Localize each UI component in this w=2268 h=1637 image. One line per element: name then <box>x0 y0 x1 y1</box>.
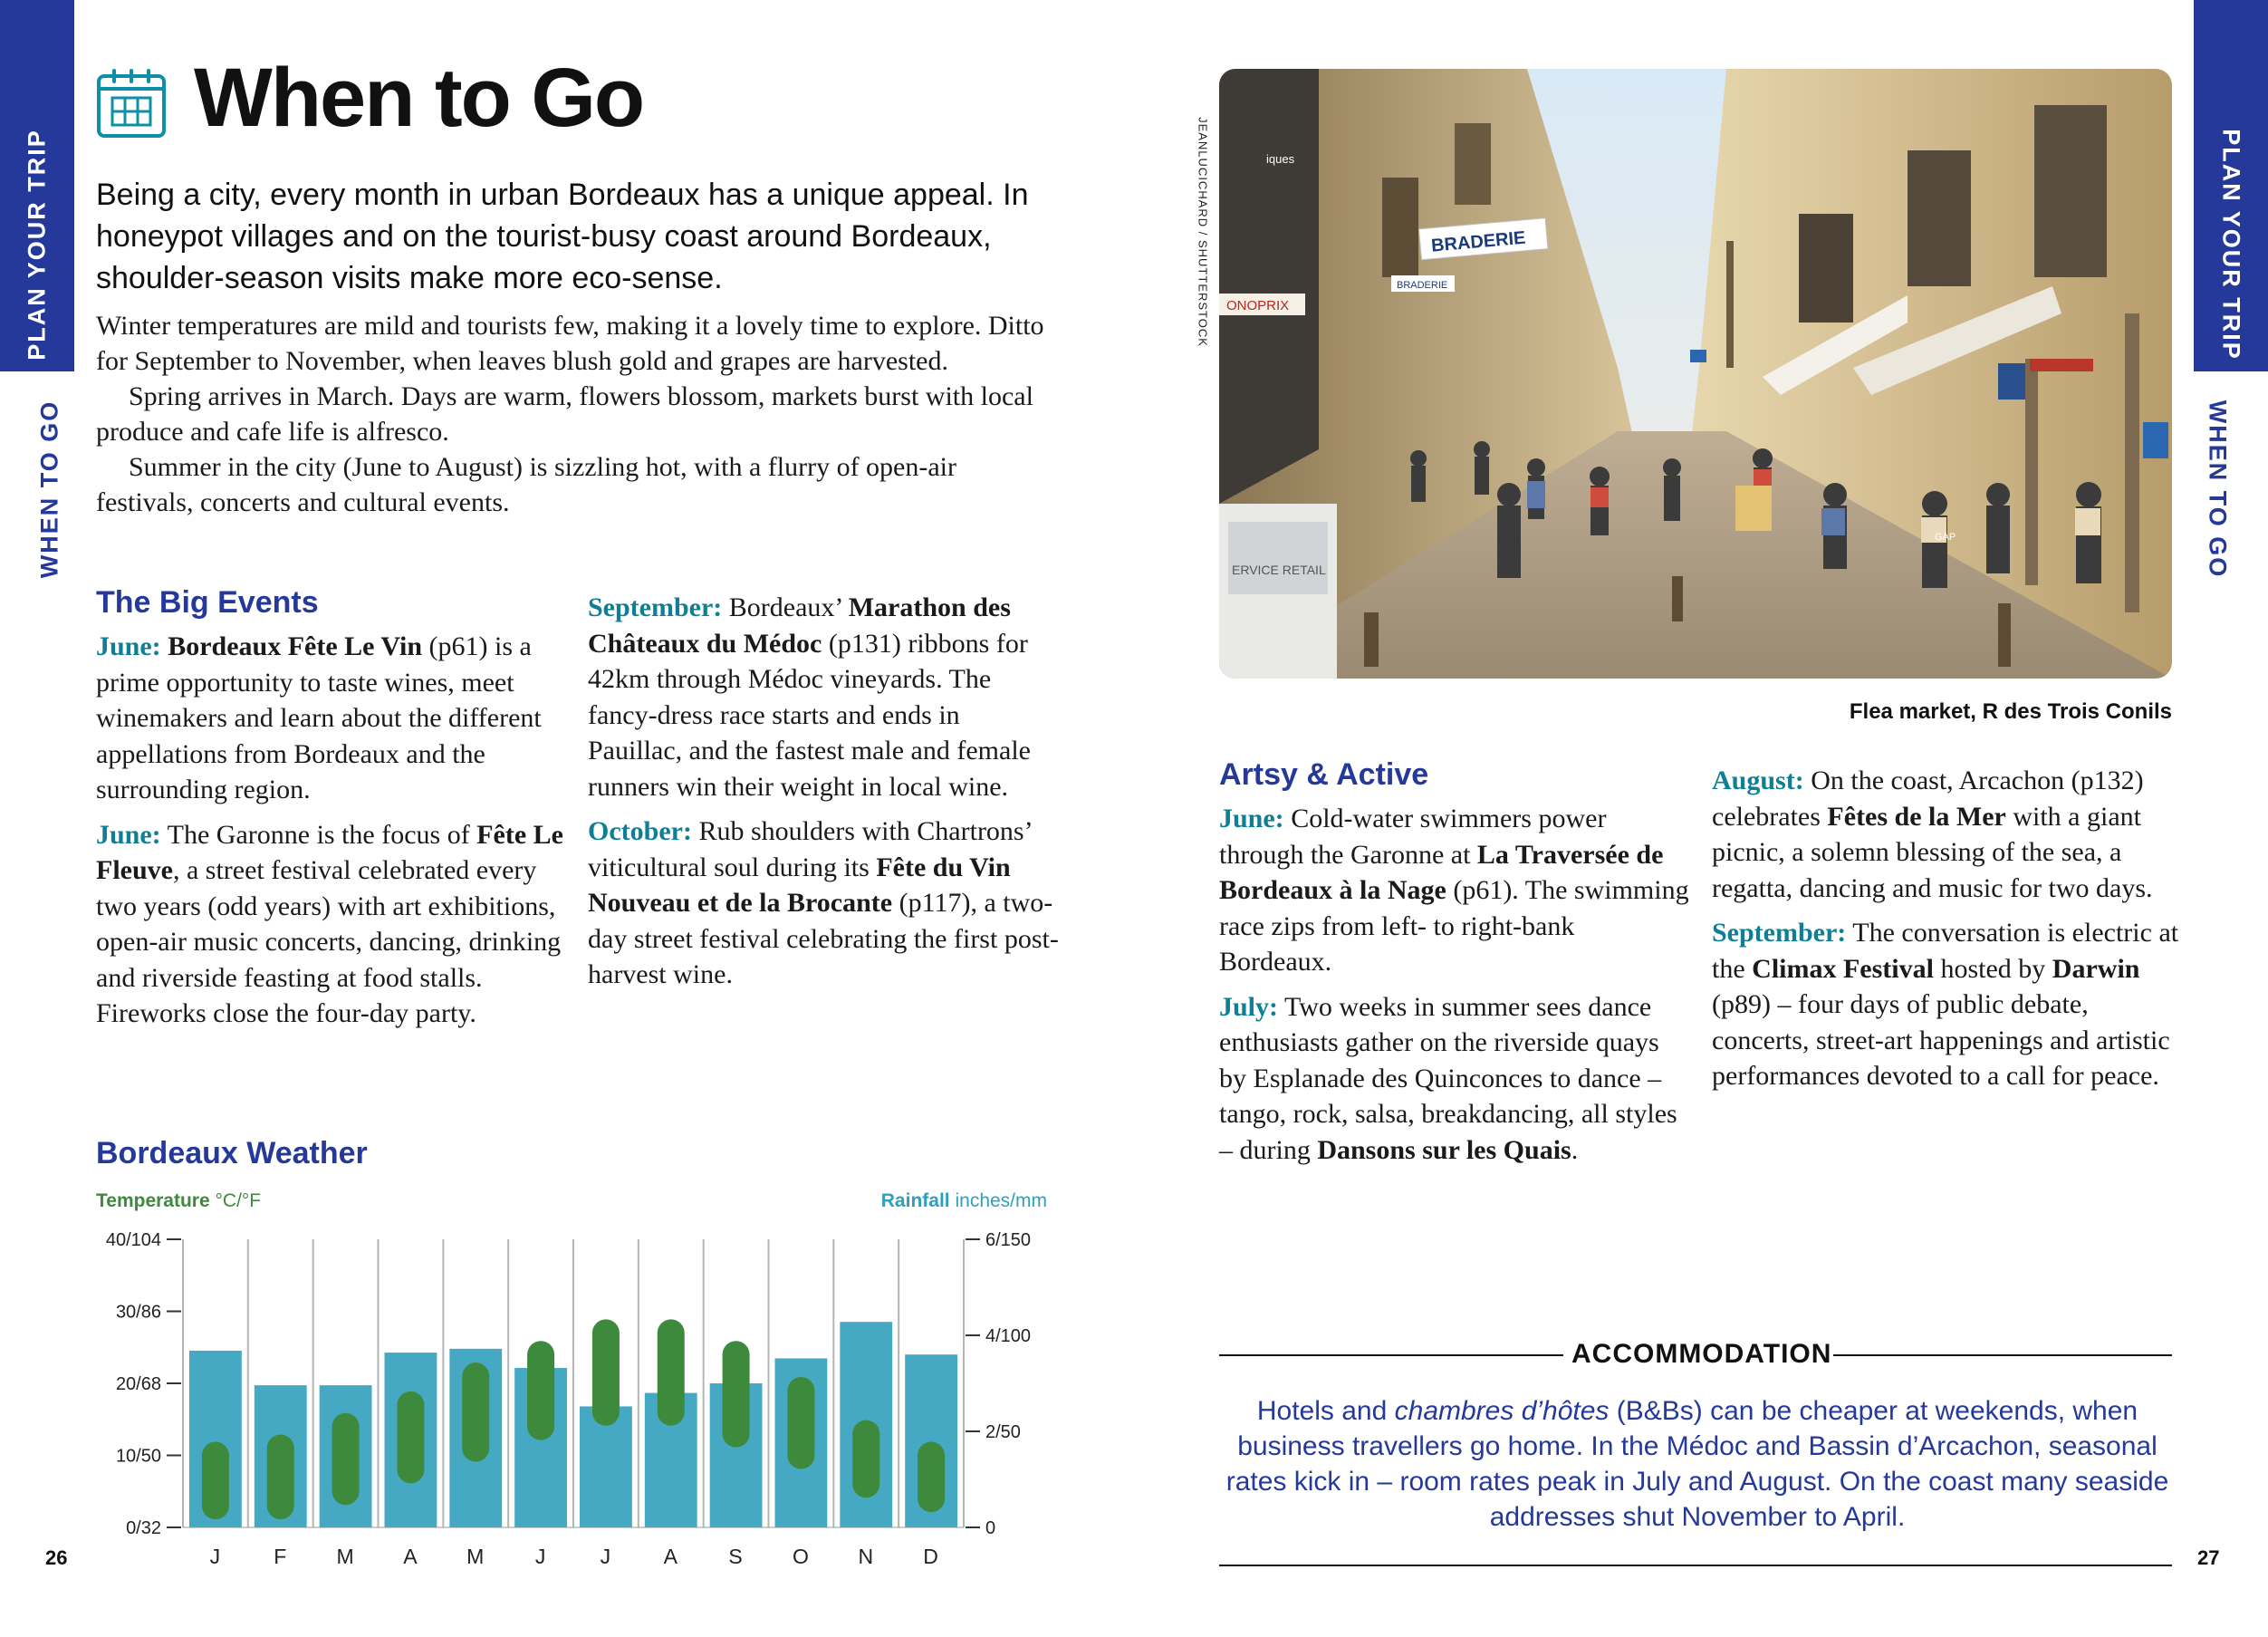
intro-paragraph: Winter temperatures are mild and tourists few, making it a lovely time to explore. Ditto for September to November, when leaves blush gold and grapes are harvested. <box>96 311 1044 376</box>
month-label: S <box>728 1545 744 1567</box>
event-month: September: <box>1712 918 1847 948</box>
event-name: Marathon des Châteaux du Médoc <box>588 592 1011 659</box>
event-name: Dansons sur les Quais <box>1317 1134 1571 1165</box>
rainfall-axis-title: Rainfall inches/mm <box>880 1190 1047 1211</box>
lead-paragraph: Being a city, every month in urban Bordeaux has a unique appeal. In honeypot villages and on the tourist-busy coast around Bordeaux, shoulder-season visits make more eco-sense. <box>96 178 1029 295</box>
van-text: ERVICE RETAIL <box>1232 563 1326 577</box>
temp-tick-label: 30/86 <box>115 1302 161 1323</box>
street-market-photo <box>1219 69 2172 679</box>
intro-paragraph: Spring arrives in March. Days are warm, flowers blossom, markets burst with local produce and cafe life is alfresco. <box>96 381 1033 447</box>
event-month: June: <box>1219 804 1284 833</box>
temp-tick-label: 0/32 <box>126 1518 161 1538</box>
event-item: July: Two weeks in summer sees dance enthusiasts gather on the riverside quays by Esplanade des Quinconces to dance – tango, rock, salsa, breakdancing, all styles – during Dansons sur les Quais. <box>1219 991 1677 1165</box>
braderie-banner-text-2: BRADERIE <box>1397 280 1448 291</box>
shopping-bag-text: GAP <box>1935 532 1956 543</box>
event-item: June: Bordeaux Fête Le Vin (p61) is a prime opportunity to taste wines, meet winemakers and learn about the different appellations from Bordeaux and the surrounding region. <box>96 631 542 804</box>
big-events-column-1 <box>96 629 567 1041</box>
month-label: F <box>274 1545 288 1567</box>
month-label: A <box>663 1545 678 1567</box>
event-item: September: The conversation is electric at the Climax Festival hosted by Darwin (p89) – four days of public debate, concerts, street-art happenings and artistic performances devoted to a call for peace. <box>1712 918 2179 1091</box>
tab-label-when-to-go-left: WHEN TO GO <box>35 400 63 579</box>
event-name: La Traversée de Bordeaux à la Nage <box>1219 839 1664 905</box>
month-label: N <box>858 1545 875 1567</box>
accommodation-rule-left <box>1219 1354 1563 1356</box>
event-item: June: The Garonne is the focus of Fête Le Fleuve, a street festival celebrated every two years (odd years) with art exhibitions, open-air music concerts, dancing, drinking and riverside feasting at food stalls. Fireworks close the four-day party. <box>96 819 563 1028</box>
tab-label-plan-your-trip-right: PLAN YOUR TRIP <box>2217 129 2245 361</box>
month-label: M <box>466 1545 485 1567</box>
artsy-column-2 <box>1712 763 2183 1103</box>
event-month: September: <box>588 592 723 622</box>
month-label: J <box>600 1545 612 1567</box>
rain-tick-label: 0 <box>985 1518 996 1538</box>
tab-label-plan-your-trip-left: PLAN YOUR TRIP <box>23 129 51 361</box>
weather-chart <box>91 1214 1069 1567</box>
event-name: Fête Le Fleuve <box>96 819 563 885</box>
tab-label-when-to-go-right: WHEN TO GO <box>2204 400 2232 579</box>
page-number-right: 27 <box>2197 1546 2220 1569</box>
event-month: July: <box>1219 991 1279 1022</box>
street-photo-illustration <box>1219 69 2172 679</box>
accommodation-rule-bottom <box>1219 1565 2172 1566</box>
artsy-heading: Artsy & Active <box>1219 757 1429 792</box>
month-label: O <box>792 1545 810 1567</box>
intro-paragraph: Summer in the city (June to August) is sizzling hot, with a flurry of open-air festivals, concerts and cultural events. <box>96 452 957 517</box>
month-label: M <box>336 1545 355 1567</box>
page-number-left: 26 <box>45 1546 68 1569</box>
accommodation-title: ACCOMMODATION <box>1571 1339 1832 1369</box>
month-label: J <box>209 1545 222 1567</box>
big-events-column-2 <box>588 590 1059 1002</box>
event-name: Bordeaux Fête Le Vin <box>168 631 422 661</box>
month-label: J <box>534 1545 547 1567</box>
photo-credit: JEANLUCICHARD / SHUTTERSTOCK <box>1196 117 1210 347</box>
event-month: October: <box>588 816 692 846</box>
rain-tick-label: 2/50 <box>985 1422 1021 1442</box>
event-month: August: <box>1712 766 1804 795</box>
braderie-banner-text: BRADERIE <box>1430 227 1527 256</box>
rain-tick-label: 4/100 <box>985 1326 1032 1346</box>
intro-text <box>96 308 1056 520</box>
temp-tick-label: 10/50 <box>115 1446 161 1467</box>
event-item: October: Rub shoulders with Chartrons’ viticultural soul during its Fête du Vin Nouveau et de la Brocante (p117), a two-day street festival celebrating the first post-harvest wine. <box>588 816 1059 989</box>
accommodation-rule-right <box>1833 1354 2172 1356</box>
event-item: June: Cold-water swimmers power through the Garonne at La Traversée de Bordeaux à la Nage (p61). The swimming race zips from left- to right-bank Bordeaux. <box>1219 804 1689 977</box>
month-label: A <box>403 1545 418 1567</box>
rain-tick-label: 6/150 <box>985 1230 1032 1250</box>
event-item: August: On the coast, Arcachon (p132) celebrates Fêtes de la Mer with a giant picnic, a solemn blessing of the sea, a regatta, dancing and music for two days. <box>1712 766 2153 903</box>
page-title: When to Go <box>194 52 644 144</box>
temperature-axis-title: Temperature °C/°F <box>96 1190 262 1211</box>
accommodation-text: Hotels and chambres d’hôtes (B&Bs) can be cheaper at weekends, when business travellers go home. In the Médoc and Bassin d’Arcachon, seasonal rates kick in – room rates peak in July and August. On the coast many seaside addresses shut November to April. <box>1225 1396 2169 1532</box>
monoprix-sign-text: ONOPRIX <box>1226 298 1290 313</box>
big-events-heading: The Big Events <box>96 585 319 620</box>
event-month: June: <box>96 819 161 850</box>
photo-caption: Flea market, R des Trois Conils <box>1849 699 2172 724</box>
event-name: Fête du Vin Nouveau et de la Brocante <box>588 852 1011 918</box>
event-month: June: <box>96 631 161 661</box>
event-name: Fêtes de la Mer <box>1827 801 2006 832</box>
event-name: Climax Festival <box>1752 953 1934 984</box>
event-item: September: Bordeaux’ Marathon des Châteaux du Médoc (p131) ribbons for 42km through Médoc vineyards. The fancy-dress race starts and ends in Pauillac, and the fastest male and female runners win their weight in local wine. <box>588 592 1031 802</box>
artsy-column-1 <box>1219 801 1690 1177</box>
event-name: Darwin <box>2052 953 2140 984</box>
temp-tick-label: 40/104 <box>105 1230 161 1250</box>
weather-heading: Bordeaux Weather <box>96 1136 368 1170</box>
month-label: D <box>923 1545 939 1567</box>
temp-tick-label: 20/68 <box>115 1374 161 1394</box>
calendar-icon <box>96 69 167 140</box>
shop-sign-text: iques <box>1266 152 1295 166</box>
